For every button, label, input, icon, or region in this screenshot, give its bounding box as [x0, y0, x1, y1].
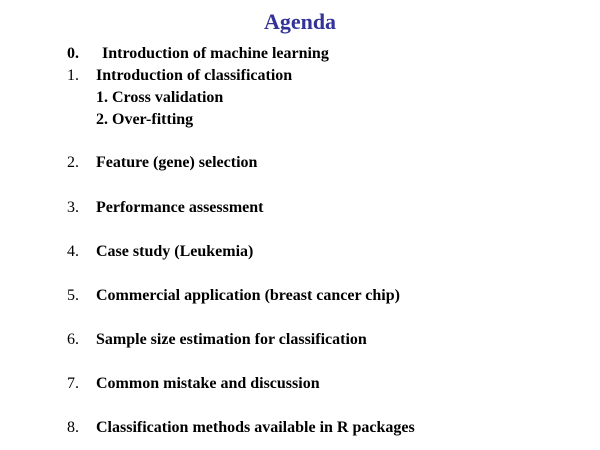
- agenda-item-number: 5.: [67, 287, 79, 304]
- agenda-item-text: Introduction of classification: [96, 67, 293, 84]
- agenda-item-number: 1.: [67, 67, 79, 84]
- slide-title: Agenda: [263, 9, 337, 34]
- agenda-item-number: 6.: [67, 331, 79, 348]
- agenda-item-number: 4.: [67, 243, 79, 260]
- agenda-item-text: Sample size estimation for classification: [96, 331, 367, 348]
- agenda-item-number: 0.: [67, 45, 79, 62]
- agenda-item-number: 8.: [67, 419, 79, 436]
- agenda-item-number: 2.: [67, 154, 79, 171]
- agenda-item-text: Common mistake and discussion: [96, 375, 320, 392]
- agenda-item-text: Classification methods available in R packages: [96, 419, 415, 436]
- agenda-subitem-1: 1. Cross validation: [96, 89, 224, 106]
- agenda-item-text: Case study (Leukemia): [96, 243, 254, 260]
- agenda-item-number: 7.: [67, 375, 79, 392]
- agenda-item-text: Commercial application (breast cancer chip): [96, 287, 400, 304]
- agenda-item-text: Performance assessment: [96, 199, 264, 216]
- agenda-subitem-2: 2. Over-fitting: [96, 111, 194, 128]
- agenda-item-text: Introduction of machine learning: [102, 45, 329, 62]
- agenda-item-number: 3.: [67, 199, 79, 216]
- agenda-item-text: Feature (gene) selection: [96, 154, 258, 171]
